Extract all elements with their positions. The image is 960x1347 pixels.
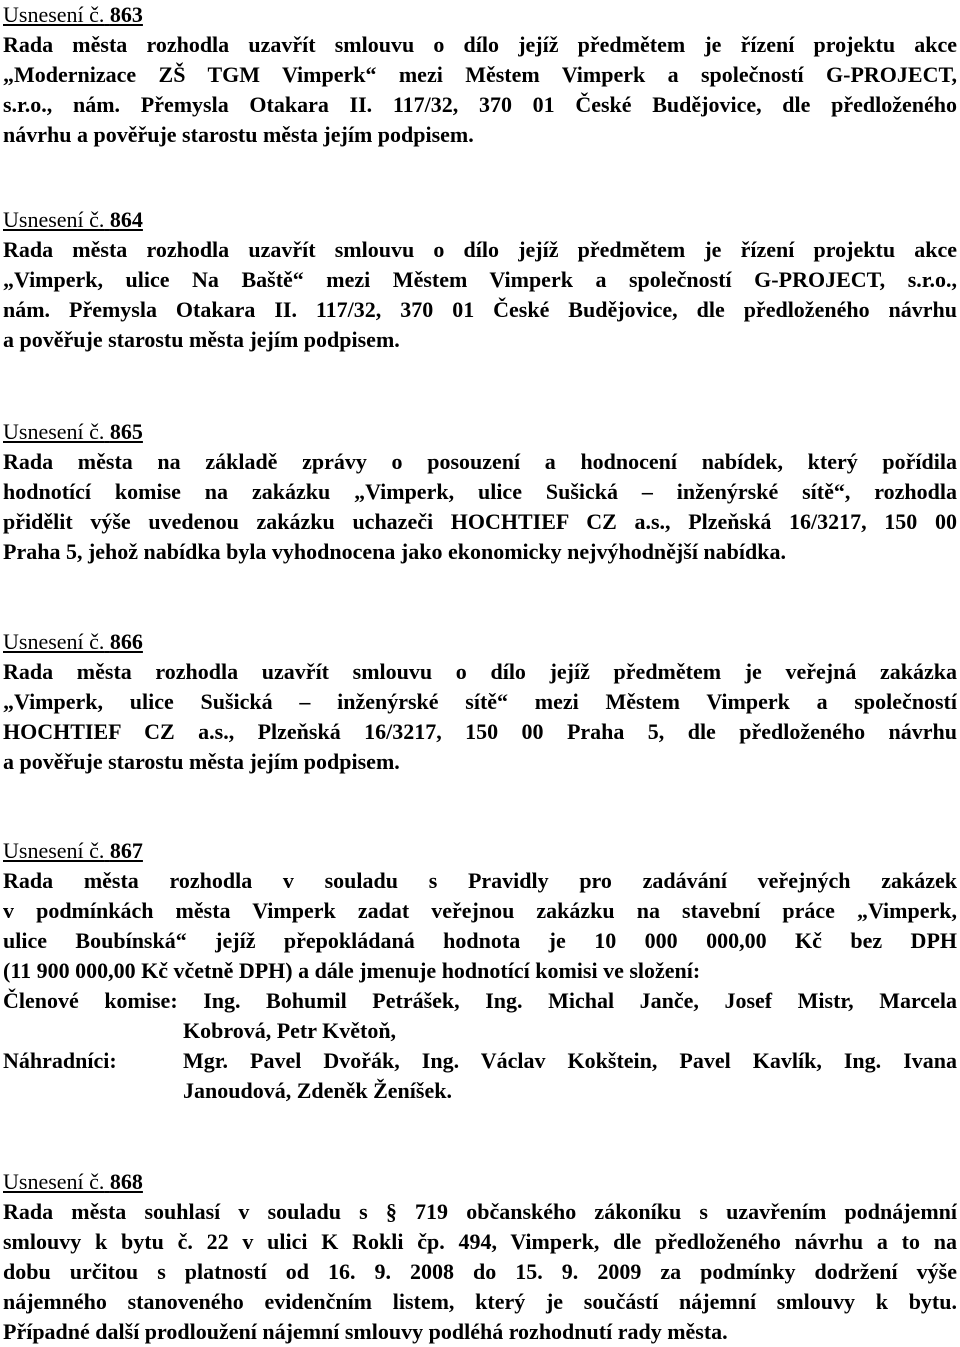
resolution-text-line: ulice Boubínská“ jejíž přepokládaná hodnota je 10 000 000,00 Kč bez DPH xyxy=(3,928,957,953)
resolution-title-prefix: Usnesení č. xyxy=(3,207,105,232)
resolution-text-line: Rada města rozhodla uzavřít smlouvu o dílo jejíž předmětem je řízení projektu akce xyxy=(3,32,957,57)
substitutes-row xyxy=(3,1046,957,1076)
resolution-text-line: a pověřuje starostu města jejím podpisem. xyxy=(3,327,400,352)
substitutes-continuation xyxy=(3,1076,957,1106)
resolution-text-line: hodnotící komise na zakázku „Vimperk, ulice Sušická – inženýrské sítě“, rozhodla xyxy=(3,479,957,504)
resolution-867 xyxy=(3,836,957,1106)
resolution-text-line: Rada města souhlasí v souladu s § 719 občanského zákoníku s uzavřením podnájemní xyxy=(3,1199,957,1224)
substitutes-text: Janoudová, Zdeněk Ženíšek. xyxy=(183,1078,452,1103)
resolution-text-line: Rada města rozhodla uzavřít smlouvu o dílo jejíž předmětem je řízení projektu akce xyxy=(3,237,957,262)
resolution-title-prefix: Usnesení č. xyxy=(3,629,105,654)
substitutes-label: Náhradníci: xyxy=(3,1048,117,1073)
resolution-title xyxy=(3,627,957,657)
resolution-text-line: Rada města na základě zprávy o posouzení a hodnocení nabídek, který pořídila xyxy=(3,449,957,474)
resolution-text-line: HOCHTIEF CZ a.s., Plzeňská 16/3217, 150 00 Praha 5, dle předloženého návrhu xyxy=(3,719,957,744)
resolution-title-prefix: Usnesení č. xyxy=(3,1169,105,1194)
resolution-text-line: „Vimperk, ulice Sušická – inženýrské sítě“ mezi Městem Vimperk a společností xyxy=(3,689,957,714)
resolution-title xyxy=(3,205,957,235)
resolution-text-line: dobu určitou s platností od 16. 9. 2008 do 15. 9. 2009 za podmínky dodržení výše xyxy=(3,1259,957,1284)
resolution-text-line: s.r.o., nám. Přemysla Otakara II. 117/32, 370 01 České Budějovice, dle předloženého xyxy=(3,92,957,117)
resolution-text-line: přidělit výše uvedenou zakázku uchazeči HOCHTIEF CZ a.s., Plzeňská 16/3217, 150 00 xyxy=(3,509,957,534)
resolution-number: 866 xyxy=(109,629,143,654)
resolution-title-prefix: Usnesení č. xyxy=(3,2,105,27)
committee-members-line: Členové komise: Ing. Bohumil Petrášek, Ing. Michal Janče, Josef Mistr, Marcela xyxy=(3,988,957,1013)
resolution-number: 868 xyxy=(109,1169,143,1194)
resolution-863 xyxy=(3,0,957,150)
resolution-number: 863 xyxy=(109,2,143,27)
committee-members-text: Kobrová, Petr Květoň, xyxy=(183,1018,397,1043)
resolution-text-line: návrhu a pověřuje starostu města jejím podpisem. xyxy=(3,122,474,147)
resolution-text-line: smlouvy k bytu č. 22 v ulici K Rokli čp. 494, Vimperk, dle předloženého návrhu a to na xyxy=(3,1229,957,1254)
resolution-title-prefix: Usnesení č. xyxy=(3,838,105,863)
substitutes-text: Mgr. Pavel Dvořák, Ing. Václav Kokštein, Pavel Kavlík, Ing. Ivana xyxy=(183,1048,957,1073)
resolution-title xyxy=(3,0,957,30)
resolution-number: 864 xyxy=(109,207,143,232)
resolution-title xyxy=(3,836,957,866)
resolution-864 xyxy=(3,205,957,355)
resolution-text-line: v podmínkách města Vimperk zadat veřejnou zakázku na stavební práce „Vimperk, xyxy=(3,898,957,923)
resolution-text-line: „Vimperk, ulice Na Baště“ mezi Městem Vimperk a společností G-PROJECT, s.r.o., xyxy=(3,267,957,292)
committee-members-continuation xyxy=(3,1016,957,1046)
resolution-number: 867 xyxy=(109,838,143,863)
resolution-text-line: Rada města rozhodla uzavřít smlouvu o dílo jejíž předmětem je veřejná zakázka xyxy=(3,659,957,684)
resolution-866 xyxy=(3,627,957,777)
resolution-868 xyxy=(3,1167,957,1347)
resolution-title xyxy=(3,1167,957,1197)
resolution-text-line: Praha 5, jehož nabídka byla vyhodnocena jako ekonomicky nejvýhodnější nabídka. xyxy=(3,539,786,564)
resolution-text-line: Rada města rozhodla v souladu s Pravidly pro zadávání veřejných zakázek xyxy=(3,868,957,893)
resolution-text-line: (11 900 000,00 Kč včetně DPH) a dále jmenuje hodnotící komisi ve složení: xyxy=(3,958,701,983)
resolution-865 xyxy=(3,417,957,567)
resolution-title-prefix: Usnesení č. xyxy=(3,419,105,444)
resolution-text-line: nám. Přemysla Otakara II. 117/32, 370 01 České Budějovice, dle předloženého návrhu xyxy=(3,297,957,322)
resolution-title xyxy=(3,417,957,447)
resolution-text-line: „Modernizace ZŠ TGM Vimperk“ mezi Městem Vimperk a společností G-PROJECT, xyxy=(3,62,957,87)
resolution-text-line: a pověřuje starostu města jejím podpisem. xyxy=(3,749,400,774)
resolution-number: 865 xyxy=(109,419,143,444)
resolution-text-line: nájemného stanoveného evidenčním listem, který je součástí nájemní smlouvy k bytu. xyxy=(3,1289,957,1314)
resolution-text-line: Případné další prodloužení nájemní smlouvy podléhá rozhodnutí rady města. xyxy=(3,1319,728,1344)
